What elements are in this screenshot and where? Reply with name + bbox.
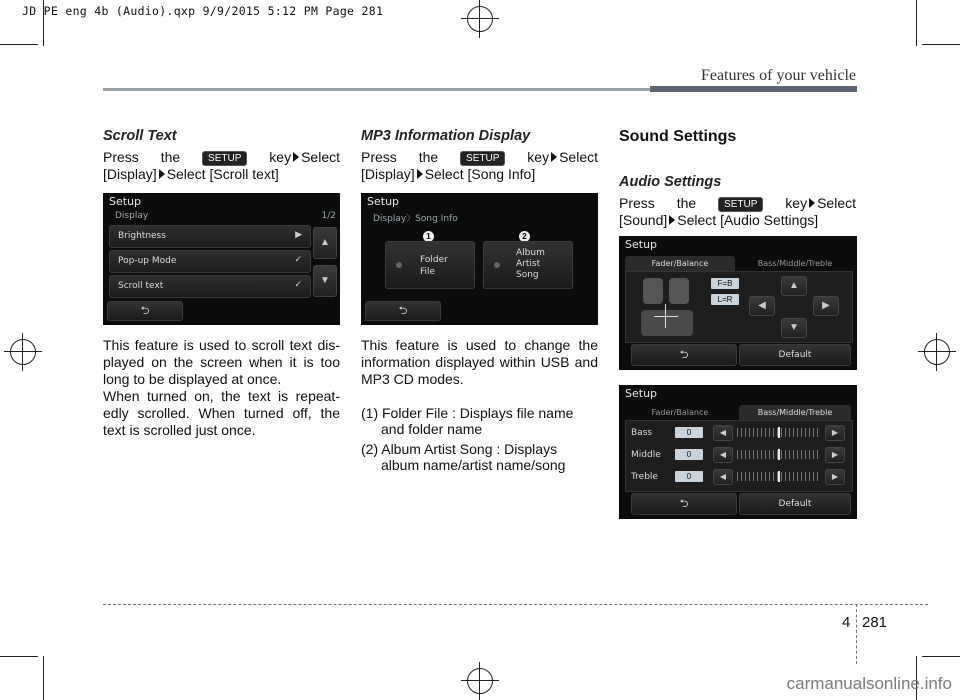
middle-slider-thumb[interactable] [778, 449, 780, 460]
triangle-up-icon: ▲ [320, 237, 330, 248]
setup-key-badge [202, 149, 247, 166]
seat-rear-icon [641, 310, 693, 336]
text: Press [361, 149, 397, 165]
menu-label: Brightness [118, 231, 166, 241]
arrow-right-icon [159, 169, 165, 179]
screen-breadcrumb: Display [115, 211, 149, 221]
middle-increase-button[interactable] [825, 447, 845, 463]
registration-mark [461, 662, 499, 700]
list-item-album-artist-song [361, 441, 601, 473]
watermark: carmanualsonline.info [786, 674, 952, 693]
check-icon: ✓ [294, 255, 302, 265]
text: (2) Album Artist Song : Displays [361, 441, 558, 457]
screen-fader-balance [619, 236, 857, 370]
page-number: 281 [862, 614, 888, 631]
back-button[interactable] [631, 493, 737, 515]
text: Select [Scroll text] [166, 166, 279, 182]
screen-song-info [361, 193, 598, 325]
arrow-right-icon [669, 215, 675, 225]
callout-badge-2: 2 [519, 231, 530, 242]
crop-mark [43, 656, 44, 700]
default-button[interactable]: Default [739, 493, 851, 515]
option-label: Folder [420, 255, 448, 265]
running-head: Features of your vehicle [700, 67, 856, 84]
text: key [269, 149, 292, 165]
arrow-right-icon: ▶ [295, 230, 302, 240]
option-folder-file[interactable] [385, 241, 475, 289]
bass-value: 0 [675, 427, 703, 438]
section-heading-scroll-text: Scroll Text [103, 128, 177, 144]
option-label: File [420, 267, 436, 277]
back-button[interactable] [631, 344, 737, 366]
text: key [527, 149, 550, 165]
setup-key-label: SETUP [202, 151, 247, 166]
text: the [676, 195, 697, 211]
crop-mark [922, 44, 960, 45]
balance-left-button[interactable] [749, 296, 775, 316]
footer-rule [103, 604, 928, 605]
triangle-down-icon: ▼ [320, 275, 330, 286]
screen-title: Setup [625, 387, 658, 400]
section-heading-sound-settings: Sound Settings [619, 128, 737, 145]
section-heading-mp3-info: MP3 Information Display [361, 128, 531, 144]
screen-breadcrumb: Display〉Song Info [373, 214, 458, 224]
paragraph-mp3-info: This feature is used to change the information displayed within USB and MP3 CD modes. [361, 337, 598, 387]
tab-bass-middle-treble[interactable]: Bass/Middle/Treble [757, 259, 833, 268]
crop-mark [922, 656, 960, 657]
treble-increase-button[interactable] [825, 469, 845, 485]
scroll-up-button[interactable] [313, 227, 337, 259]
text: Press [103, 149, 139, 165]
triangle-left-icon: ◀ [719, 450, 727, 459]
triangle-right-icon: ▶ [831, 472, 839, 481]
text: Press [619, 195, 655, 211]
back-button[interactable] [107, 301, 183, 321]
tab-fader-balance[interactable]: Fader/Balance [625, 256, 735, 271]
crosshair-icon [654, 316, 678, 317]
registration-mark [918, 333, 956, 371]
menu-label: Pop-up Mode [118, 256, 177, 266]
arrow-right-icon [551, 152, 557, 162]
bass-increase-button[interactable] [825, 425, 845, 441]
screen-title: Setup [367, 195, 400, 208]
tab-bass-middle-treble[interactable]: Bass/Middle/Treble [739, 405, 851, 420]
text: key [785, 195, 808, 211]
menu-item-popup-mode[interactable] [109, 250, 311, 273]
option-label: Song [516, 270, 539, 280]
instruction-mp3-info [361, 149, 598, 183]
setup-key-label: SETUP [718, 197, 763, 212]
fader-value: F=B [711, 278, 739, 289]
bass-slider-thumb[interactable] [778, 427, 780, 438]
radio-icon [396, 262, 402, 268]
callout-badge-1: 1 [423, 231, 434, 242]
header-rule-accent [650, 86, 857, 92]
seat-diagram[interactable] [641, 276, 693, 338]
text: Select [Song Info] [424, 166, 536, 182]
setup-key-badge [718, 195, 763, 212]
footer-divider [856, 604, 857, 664]
paragraph-scroll-text-2: When turned on, the text is repeat-edly scrolled. When turned off, the text is scrolled just once. [103, 388, 340, 438]
text: [Display] [103, 166, 157, 182]
back-arrow-icon: ⮌ [398, 304, 408, 317]
back-arrow-icon: ⮌ [679, 348, 689, 361]
arrow-right-icon [809, 198, 815, 208]
setup-key-label: SETUP [460, 151, 505, 166]
back-arrow-icon: ⮌ [140, 304, 150, 317]
back-button[interactable] [365, 301, 441, 321]
triangle-left-icon: ◀ [719, 428, 727, 437]
screen-bass-middle-treble [619, 385, 857, 519]
chapter-number: 4 [842, 614, 851, 631]
screen-scroll-text [103, 193, 340, 325]
option-album-artist-song[interactable] [483, 241, 573, 289]
triangle-up-icon: ▲ [789, 280, 799, 291]
text: the [418, 149, 439, 165]
registration-mark [461, 0, 499, 38]
text: [Display] [361, 166, 415, 182]
treble-decrease-button[interactable] [713, 469, 733, 485]
subheading-audio-settings: Audio Settings [619, 174, 722, 190]
bass-label: Bass [631, 428, 653, 438]
seat-front-right-icon [669, 278, 689, 304]
text: Select [817, 195, 856, 211]
middle-decrease-button[interactable] [713, 447, 733, 463]
triangle-right-icon: ▶ [831, 428, 839, 437]
fader-up-button[interactable] [781, 276, 807, 296]
triangle-right-icon: ▶ [822, 300, 830, 311]
default-button[interactable]: Default [739, 344, 851, 366]
scroll-down-button[interactable] [313, 265, 337, 297]
menu-item-brightness[interactable] [109, 225, 311, 248]
text: Select [559, 149, 598, 165]
treble-slider-thumb[interactable] [778, 471, 780, 482]
middle-label: Middle [631, 450, 661, 460]
middle-value: 0 [675, 449, 703, 460]
balance-value: L=R [711, 294, 739, 305]
seat-front-left-icon [643, 278, 663, 304]
crop-mark [0, 44, 38, 45]
crop-mark [916, 0, 917, 46]
bass-decrease-button[interactable] [713, 425, 733, 441]
setup-key-badge [460, 149, 505, 166]
crop-mark [0, 656, 38, 657]
option-label: Album [516, 248, 545, 258]
text: the [160, 149, 181, 165]
menu-label: Scroll text [118, 281, 164, 291]
arrow-right-icon [293, 152, 299, 162]
radio-icon [494, 262, 500, 268]
back-arrow-icon: ⮌ [679, 497, 689, 510]
tab-fader-balance[interactable]: Fader/Balance [651, 408, 709, 417]
list-item-folder-file [361, 405, 601, 437]
instruction-scroll-text [103, 149, 340, 183]
text: Select [301, 149, 340, 165]
text: and folder name [381, 421, 483, 437]
text: (1) Folder File : Displays file name [361, 405, 574, 421]
option-label: Artist [516, 259, 541, 269]
print-header: JD PE eng 4b (Audio).qxp 9/9/2015 5:12 PM Page 281 [22, 4, 384, 18]
screen-title: Setup [625, 238, 658, 251]
triangle-left-icon: ◀ [758, 300, 766, 311]
screen-title: Setup [109, 195, 142, 208]
paragraph-scroll-text-1: This feature is used to scroll text dis-played on the screen when it is too long to be displayed at once. [103, 337, 340, 387]
page-indicator: 1/2 [321, 211, 336, 221]
fader-down-button[interactable] [781, 318, 807, 338]
text: Select [Audio Settings] [677, 212, 819, 228]
menu-item-scroll-text[interactable] [109, 275, 311, 298]
registration-mark [4, 333, 42, 371]
instruction-audio-settings [619, 195, 856, 229]
triangle-down-icon: ▼ [789, 322, 799, 333]
check-icon: ✓ [294, 280, 302, 290]
triangle-right-icon: ▶ [831, 450, 839, 459]
balance-right-button[interactable] [813, 296, 839, 316]
arrow-right-icon [417, 169, 423, 179]
text: album name/artist name/song [381, 457, 566, 473]
text: [Sound] [619, 212, 668, 228]
treble-label: Treble [631, 472, 658, 482]
treble-value: 0 [675, 471, 703, 482]
triangle-left-icon: ◀ [719, 472, 727, 481]
